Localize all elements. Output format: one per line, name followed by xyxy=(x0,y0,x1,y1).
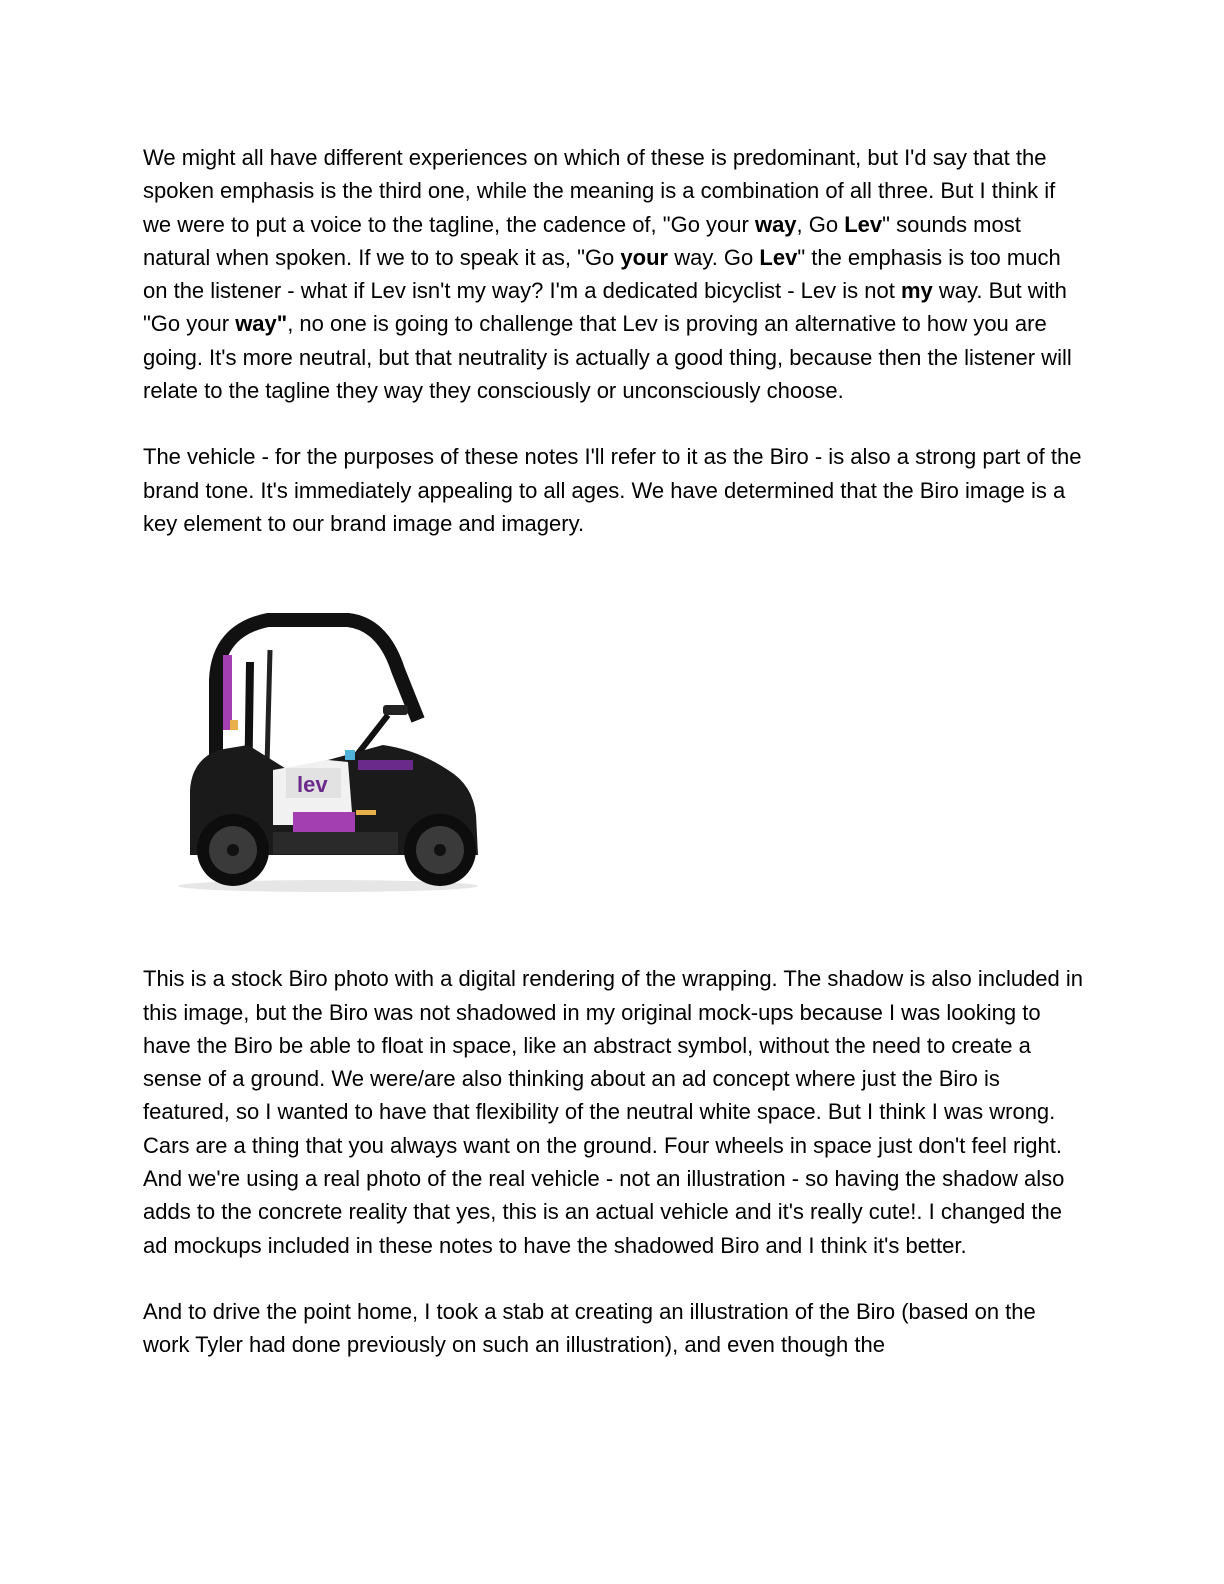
text-run: , Go xyxy=(796,211,845,237)
paragraph-tagline-emphasis xyxy=(143,141,1083,407)
biro-vehicle-image xyxy=(178,610,498,900)
bold-run: way" xyxy=(235,311,288,337)
text-run: " sounds most natural when spoken. If we to to speak it as, "Go xyxy=(143,211,1021,270)
text-run: , no one is going to challenge that Lev is proving an alternative to how you are going. It's more neutral, but that neutrality is actually a good thing, because then the listener will relate to the tagline they way they consciously or unconsciously choose. xyxy=(143,311,1072,404)
bold-run: way xyxy=(754,211,797,237)
paragraph-illustration: And to drive the point home, I took a stab at creating an illustration of the Biro (based on the work Tyler had done previously on such an illustration), and even though the xyxy=(143,1298,1036,1358)
bold-run: Lev xyxy=(844,211,883,237)
text-run: way. But with "Go your xyxy=(143,278,1067,337)
wrap-band-purple xyxy=(293,812,355,832)
paragraph-stock-photo-shadow: This is a stock Biro photo with a digital rendering of the wrapping. The shadow is also included in this image, but the Biro was not shadowed in my original mock-ups because I was looking to have the Biro be able to float in space, like an abstract symbol, without the need to create a sense of a ground. We were/are also thinking about an ad concept where just the Biro is featured, so I wanted to have that flexibility of the neutral white space. But I think I was wrong. Cars are a thing that you always want on the ground. Four wheels in space just don't feel right. And we're using a real photo of the real vehicle - not an illustration - so having the shadow also adds to the concrete reality that yes, this is an actual vehicle and it's really cute!. I changed the ad mockups included in these notes to have the shadowed Biro and I think it's better. xyxy=(143,966,1084,1258)
text-run: way. Go xyxy=(668,244,760,270)
bold-run: Lev xyxy=(759,244,798,270)
bold-run: your xyxy=(620,244,669,270)
rear-wheel-hub xyxy=(227,844,239,856)
lower-skirt xyxy=(273,832,398,854)
text-run: We might all have different experiences on which of these is predominant, but I'd say that the spoken emphasis is the third one, while the meaning is a combination of all three. But I think if we were to put a voice to the tagline, the cadence of, "Go your xyxy=(143,145,1056,237)
paragraph-vehicle-intro: The vehicle - for the purposes of these notes I'll refer to it as the Biro - is also a strong part of the brand tone. It's immediately appealing to all ages. We have determined that the Biro image is a key element to our brand image and imagery. xyxy=(143,444,1082,536)
wrap-band-dark-purple xyxy=(358,760,413,770)
wrap-accent-cyan xyxy=(345,750,355,760)
wrap-accent-yellow xyxy=(356,810,376,815)
text-run: " the emphasis is too much on the listener - what if Lev isn't my way? I'm a dedicated bicyclist - Lev is not xyxy=(143,244,1061,304)
document-page xyxy=(143,141,1083,1362)
bold-run: my xyxy=(900,278,933,304)
pillar-stripe-purple xyxy=(223,655,232,730)
steering-wheel xyxy=(383,705,408,715)
pillar-accent-yellow xyxy=(230,720,238,730)
lev-logo: lev xyxy=(297,772,328,798)
front-wheel-hub xyxy=(434,844,446,856)
biro-car-illustration xyxy=(178,610,498,900)
